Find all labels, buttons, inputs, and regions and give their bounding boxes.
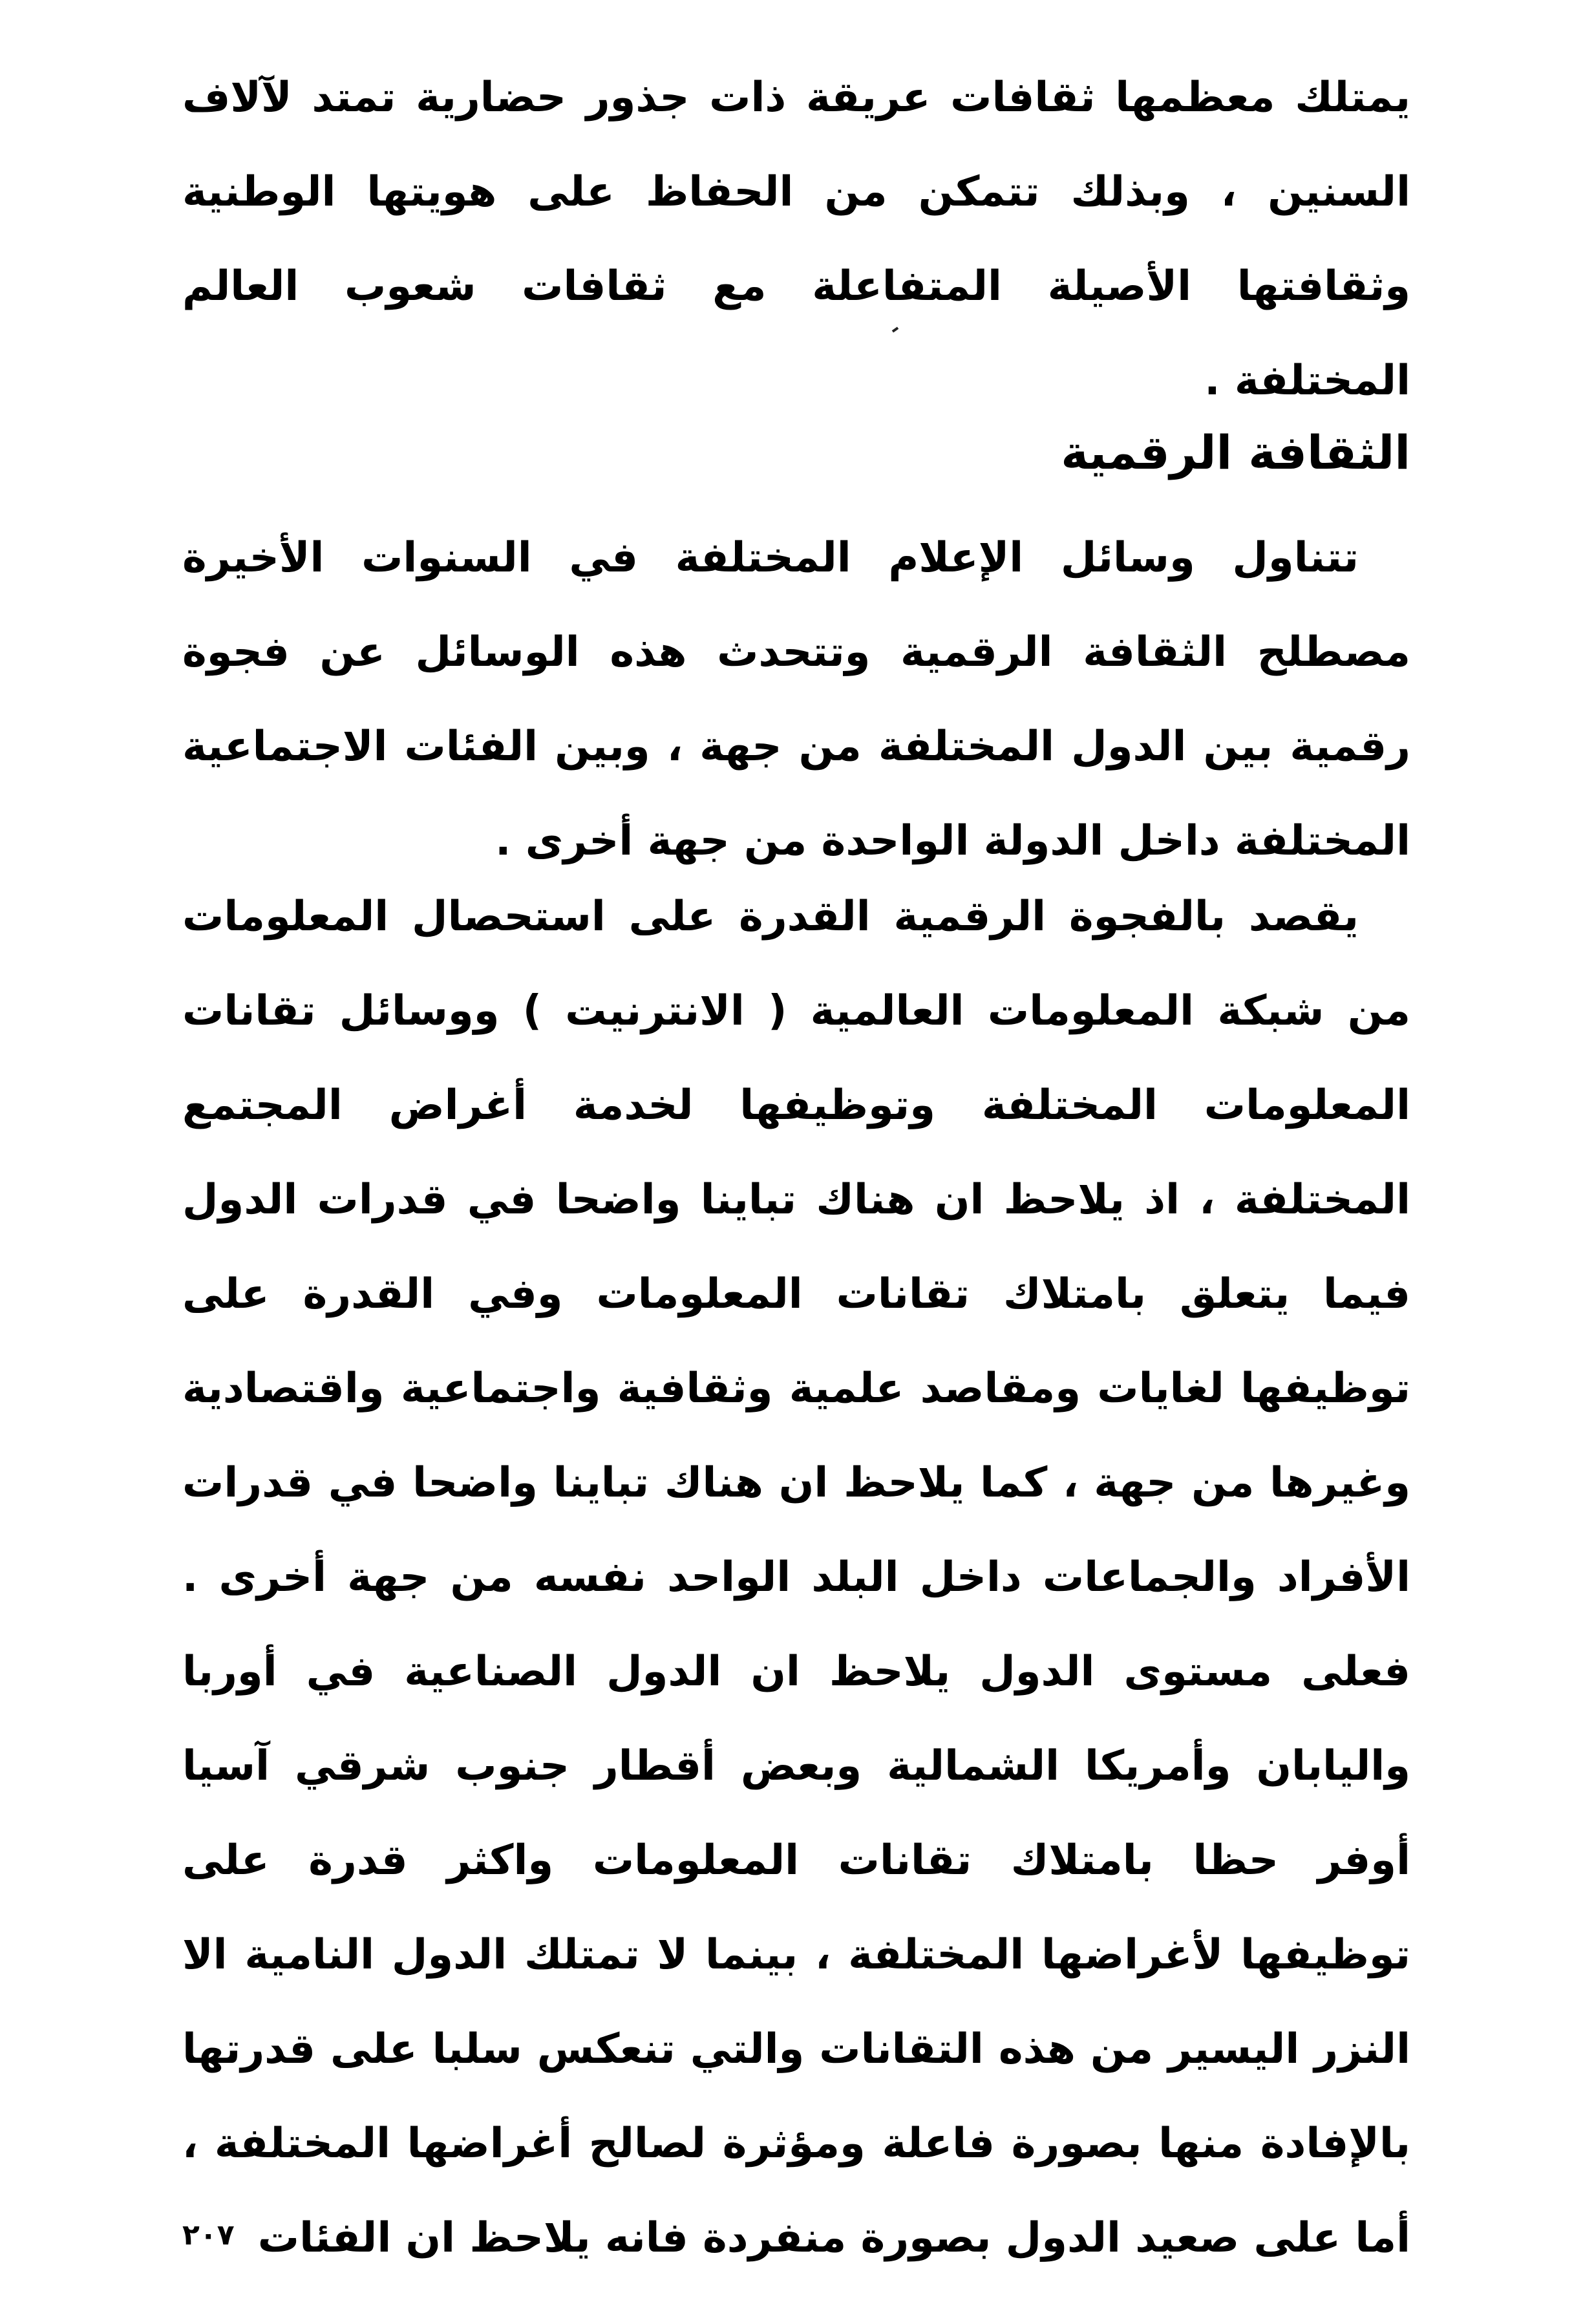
section-paragraph-1-block: [182, 511, 1410, 888]
section-paragraph-2: يقصد بالفجوة الرقمية القدرة على استحصال المعلومات من شبكة المعلومات العالمية ( الانترنيت ) ووسائل تقانات المعلومات المختلفة وتوظيفها لخدمة أغراض المجتمع المختلفة ، اذ يلاحظ ان هناك تباينا واضحا في قدرات الدول فيما يتعلق بامتلاك تقانات المعلومات وفي القدرة على توظيفها لغايات ومقاصد علمية وثقافية واجتماعية واقتصادية وغيرها من جهة ، كما يلاحظ ان هناك تباينا واضحا في قدرات الأفراد والجماعات داخل البلد الواحد نفسه من جهة أخرى . فعلى مستوى الدول يلاحظ ان الدول الصناعية في أوربا واليابان وأمريكا الشمالية وبعض أقطار جنوب شرقي آسيا أوفر حظا بامتلاك تقانات المعلومات واكثر قدرة على توظيفها لأغراضها المختلفة ، بينما لا تمتلك الدول النامية الا النزر اليسير من هذه التقانات والتي تنعكس سلبا على قدرتها بالإفادة منها بصورة فاعلة ومؤثرة لصالح أغراضها المختلفة ، أما على صعيد الدول بصورة منفردة فانه يلاحظ ان الفئات: [182, 893, 1410, 2262]
section-paragraph-1: تتناول وسائل الإعلام المختلفة في السنوات الأخيرة مصطلح الثقافة الرقمية وتتحدث هذه الوسائل عن فجوة رقمية بين الدول المختلفة من جهة ، وبين الفئات الاجتماعية المختلفة داخل الدولة الواحدة من جهة أخرى .: [182, 534, 1410, 865]
section-paragraph-2-block: [182, 869, 1410, 2285]
section-heading: الثقافة الرقمية: [1061, 425, 1410, 480]
page-number: ٢٠٧: [182, 2219, 235, 2252]
intro-paragraph-block: [182, 50, 1410, 428]
intro-paragraph: يمتلك معظمها ثقافات عريقة ذات جذور حضارية تمتد لآلاف السنين ، وبذلك تتمكن من الحفاظ على هويتها الوطنية وثقافتها الأصيلة المتفاعلة مع ثقافات شعوب العالم المختلفة .: [182, 74, 1410, 405]
